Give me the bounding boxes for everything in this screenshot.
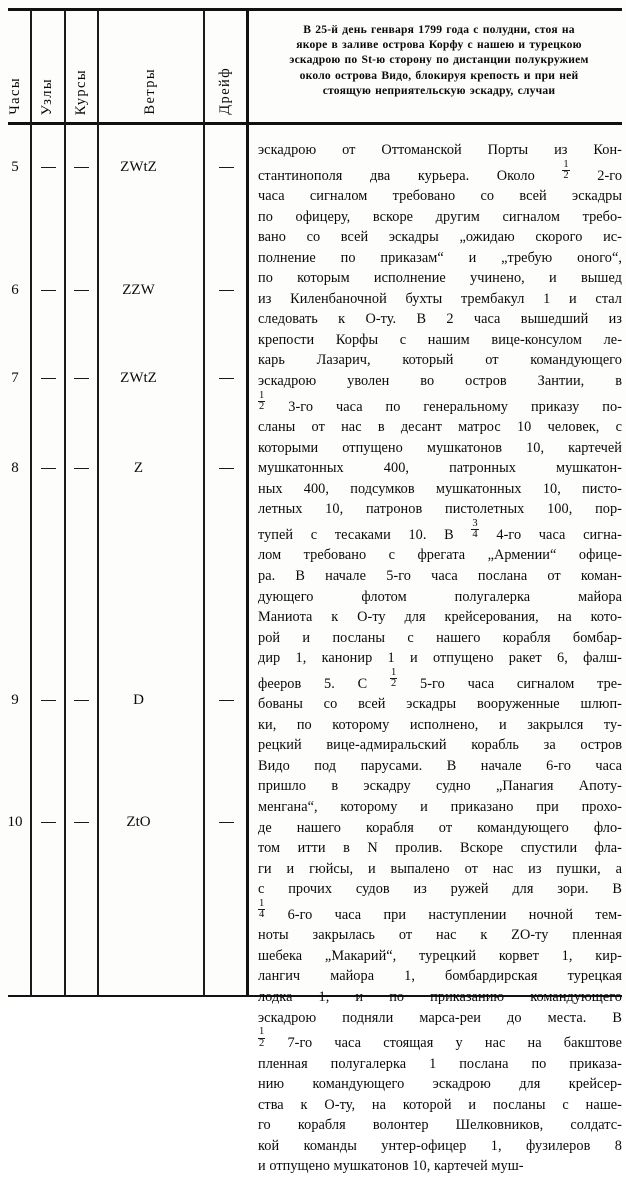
log-narrative-line: с прочих судов из ружей для зори. В bbox=[258, 881, 622, 898]
table-cell-drift bbox=[204, 461, 248, 476]
table-cell-knots bbox=[31, 283, 65, 298]
log-header-note-line: эскадрою по St-ю сторону по дистанции полукружием bbox=[289, 53, 589, 67]
log-narrative-line: из Киленбаночной бухты трембакул 1 и стал bbox=[258, 290, 622, 307]
log-narrative-line: полнение по приказам“ и „требую оного“, bbox=[258, 249, 622, 266]
table-header-rule bbox=[8, 122, 622, 125]
table-cell-course bbox=[65, 461, 98, 476]
log-narrative-line: стантинополя два курьера. Около $\frac{1}{2}$ 2-го bbox=[258, 158, 623, 184]
column-header-wind-label: Ветры bbox=[142, 68, 158, 115]
log-narrative-line: ства к О-ту, на которой и посланы с наше- bbox=[258, 1096, 622, 1113]
dash-mark bbox=[41, 167, 56, 169]
log-narrative-line: го корабля волонтер Шелковников, солдатс- bbox=[258, 1117, 622, 1134]
table-cell-knots bbox=[31, 371, 65, 386]
dash-mark bbox=[219, 167, 234, 169]
dash-mark bbox=[41, 822, 56, 824]
log-narrative-line: том итти в N пролив. Вскоре спустили фла- bbox=[258, 840, 622, 857]
table-row: 9 bbox=[11, 692, 19, 708]
log-narrative-line: ра. В начале 5-го часа послана от коман- bbox=[258, 567, 622, 584]
table-cell-drift bbox=[204, 693, 248, 708]
table-cell-course bbox=[65, 693, 98, 708]
column-header-drift-label: Дрейф bbox=[216, 67, 233, 115]
column-header-hours-label: Часы bbox=[6, 77, 23, 115]
log-narrative-line: дующего флотом полугалерка майора bbox=[258, 588, 622, 605]
table-cell-course bbox=[65, 815, 98, 830]
log-narrative-line: шебека „Макарий“, турецкий корвет 1, кир- bbox=[258, 947, 622, 964]
dash-mark bbox=[74, 167, 89, 169]
log-narrative-line: Маниота к О-ту для крейсерования, на кото- bbox=[258, 609, 622, 626]
log-narrative-line: де нашего корабля от командующего фло- bbox=[258, 819, 622, 836]
column-divider-wind bbox=[203, 10, 205, 996]
log-narrative-line: эскадрою уволен во остров Зантии, в bbox=[258, 373, 622, 390]
table-row: 5 bbox=[11, 159, 19, 175]
table-cell-wind: ZWtZ bbox=[120, 159, 157, 175]
table-cell-wind: ZWtZ bbox=[120, 370, 157, 386]
dash-mark bbox=[74, 468, 89, 470]
log-header-note-line: якоре в заливе острова Корфу с нашею и турецкою bbox=[296, 38, 582, 52]
log-narrative-line: по которым исполнение учинено, и вышед bbox=[258, 270, 622, 287]
column-header-knots-label: Узлы bbox=[39, 77, 55, 115]
dash-mark bbox=[41, 378, 56, 380]
log-narrative-line: следовать к О-ту. В 2 часа вышедший из bbox=[258, 311, 622, 328]
log-narrative-line: лом требовано с фрегата „Армении“ офице- bbox=[258, 547, 622, 564]
log-narrative-line: ных 400, подсумков мушкатонных 10, писто- bbox=[258, 480, 622, 497]
table-cell-knots bbox=[31, 815, 65, 830]
fraction-glyph: $\frac{1}{2}$ bbox=[563, 158, 569, 182]
log-narrative-line: нию командующего эскадрою для крейсер- bbox=[258, 1076, 622, 1093]
log-narrative-line: дир 1, канонир 1 и отпущено ракет 6, фалш- bbox=[258, 650, 622, 667]
column-header-drift bbox=[204, 12, 246, 120]
log-narrative-line: пленная полугалерка 1 послана по приказа- bbox=[258, 1055, 622, 1072]
dash-mark bbox=[219, 468, 234, 470]
log-narrative-line: летных 10, патронов пистолетных 100, пор- bbox=[258, 501, 622, 518]
table-cell-drift bbox=[204, 815, 248, 830]
log-narrative-line: крепости Корфы с нашим вице-консулом ле- bbox=[258, 331, 622, 348]
fraction-glyph: $\frac{1}{2}$ bbox=[259, 389, 265, 413]
table-row: 10 bbox=[7, 814, 23, 830]
table-cell-course bbox=[65, 371, 98, 386]
table-row: 6 bbox=[11, 282, 19, 298]
log-narrative-line: тупей с тесаками 10. В $\frac{3}{4}$ 4-го часа сигна- bbox=[258, 517, 622, 543]
dash-mark bbox=[41, 468, 56, 470]
log-narrative-line: и отпущено мушкатонов 10, картечей муш- bbox=[258, 1158, 524, 1175]
log-narrative-line: $\frac{1}{4}$ 6-го часа при наступлении ночной тем- bbox=[259, 897, 622, 923]
column-header-course bbox=[65, 12, 97, 120]
log-narrative-line: карь Лазарич, который от командующего bbox=[258, 352, 622, 369]
column-header-wind bbox=[98, 12, 203, 120]
log-narrative-line: менгана“, которому и приказано при прохо- bbox=[258, 799, 622, 816]
table-cell-course bbox=[65, 160, 98, 175]
log-narrative-line: эскадрою подняли марса-реи до места. В bbox=[258, 1009, 622, 1026]
column-header-knots bbox=[31, 12, 64, 120]
table-top-rule bbox=[8, 8, 622, 11]
log-narrative-line: лодка 1, и по приказанию командующего bbox=[258, 988, 622, 1005]
log-narrative-line: рецкий вице-адмиральский корабль за остров bbox=[258, 737, 622, 754]
dash-mark bbox=[219, 822, 234, 824]
table-row: 8 bbox=[11, 460, 19, 476]
log-narrative-line: пришло в эскадру судно „Панагия Апоту- bbox=[258, 778, 622, 795]
log-narrative-text bbox=[258, 140, 622, 1177]
dash-mark bbox=[219, 700, 234, 702]
log-narrative-line: вано со всей эскадры „ожидаю скорого ис- bbox=[258, 229, 622, 246]
log-header-note-line: стоящую неприятельскую эскадру, случаи bbox=[322, 83, 556, 97]
log-narrative-line: ки, по которому исполнено, и закрылся ту- bbox=[258, 716, 622, 733]
log-narrative-line: эскадрою от Оттоманской Порты из Кон- bbox=[258, 142, 622, 158]
log-narrative-line: $\frac{1}{2}$ 3-го часа по генеральному приказу по- bbox=[259, 389, 622, 415]
table-cell-knots bbox=[31, 160, 65, 175]
dash-mark bbox=[219, 290, 234, 292]
table-cell-drift bbox=[204, 371, 248, 386]
fraction-glyph: $\frac{1}{2}$ bbox=[390, 666, 397, 690]
table-cell-wind: D bbox=[133, 692, 144, 708]
log-header-note bbox=[258, 22, 620, 98]
table-cell-wind: ZZW bbox=[122, 282, 155, 298]
table-cell-drift bbox=[204, 160, 248, 175]
log-narrative-line: часа сигналом требовано со всей эскадры bbox=[258, 188, 622, 205]
column-header-hours bbox=[0, 12, 30, 120]
log-header-note-line: около острова Видо, блокируя крепость и при ней bbox=[299, 68, 579, 82]
dash-mark bbox=[41, 700, 56, 702]
log-header-note-line: В 25-й день генваря 1799 года с полудни, стоя на bbox=[303, 23, 575, 36]
dash-mark bbox=[219, 378, 234, 380]
log-narrative-line: которыми отпущено мушкатонов 10, картечей bbox=[258, 439, 622, 456]
column-header-course-label: Курсы bbox=[72, 68, 89, 115]
column-divider-hours bbox=[30, 10, 32, 996]
table-cell-wind: ZtO bbox=[126, 814, 151, 830]
dash-mark bbox=[41, 290, 56, 292]
log-narrative-line: рой и посланы с нашего корабля бомбар- bbox=[258, 629, 622, 646]
column-divider-knots bbox=[64, 10, 66, 996]
column-divider-drift bbox=[246, 10, 249, 996]
fraction-glyph: $\frac{1}{4}$ bbox=[259, 897, 265, 921]
table-cell-knots bbox=[31, 461, 65, 476]
table-cell-course bbox=[65, 283, 98, 298]
log-narrative-line: $\frac{1}{2}$ 7-го часа стоящая у нас на бакштове bbox=[259, 1026, 622, 1052]
dash-mark bbox=[74, 700, 89, 702]
log-narrative-line: по офицеру, вскоре другим сигналом требо- bbox=[258, 208, 622, 225]
column-divider-course bbox=[97, 10, 99, 996]
log-narrative-line: бованы со всей эскадры вооруженные шлюп- bbox=[258, 696, 622, 713]
log-narrative-line: мушкатонных 400, патронных мушкатон- bbox=[258, 460, 622, 477]
log-narrative-line: лангич майора 1, бомбардирская турецкая bbox=[258, 968, 622, 985]
fraction-glyph: $\frac{1}{2}$ bbox=[259, 1026, 265, 1049]
table-cell-wind: Z bbox=[133, 460, 144, 476]
fraction-glyph: $\frac{3}{4}$ bbox=[472, 517, 478, 541]
dash-mark bbox=[74, 822, 89, 824]
table-cell-drift bbox=[204, 283, 248, 298]
log-narrative-line: сланы от нас в десант матрос 10 человек, с bbox=[258, 419, 622, 436]
log-narrative-line: Видо под парусами. В начале 6-го часа bbox=[258, 757, 622, 774]
log-narrative-line: ноты закрылась от нас к ZO-ту пленная bbox=[258, 927, 622, 944]
log-narrative-line: кой команды унтер-офицер 1, фузилеров 8 bbox=[258, 1137, 622, 1154]
table-row: 7 bbox=[11, 370, 19, 386]
log-narrative-line: ги и гюйсы, и выпалено от нас из пушки, а bbox=[258, 860, 622, 877]
dash-mark bbox=[74, 290, 89, 292]
table-cell-knots bbox=[31, 693, 65, 708]
log-narrative-line: фееров 5. С $\frac{1}{2}$ 5-го часа сигналом тре- bbox=[258, 666, 622, 692]
dash-mark bbox=[74, 378, 89, 380]
